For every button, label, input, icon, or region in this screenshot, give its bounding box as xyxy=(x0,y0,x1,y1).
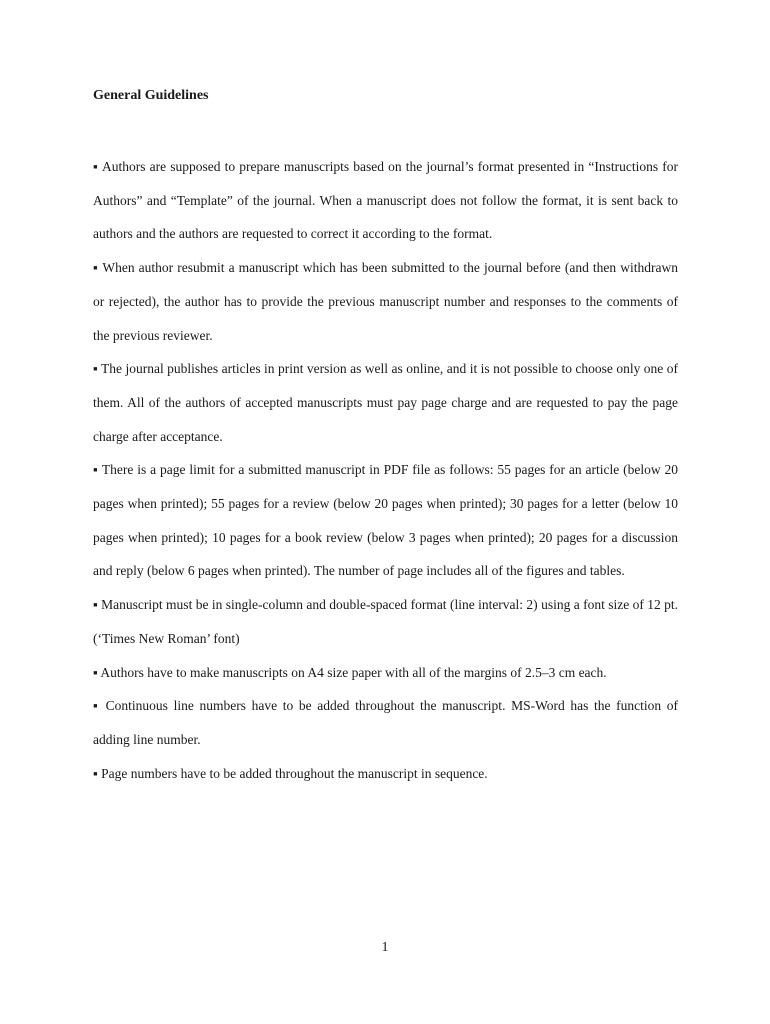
guidelines-body xyxy=(93,150,678,790)
page-number: 1 xyxy=(381,940,389,955)
guideline-paragraph-1: ▪ Authors are supposed to prepare manuscripts based on the journal’s format presented in “Instructions for Authors” and “Template” of the journal. When a manuscript does not follow the format, it is sent back to authors and the authors are requested to correct it according to the format. xyxy=(93,159,678,242)
guideline-paragraph-8: ▪ Page numbers have to be added throughout the manuscript in sequence. xyxy=(93,765,488,781)
guideline-paragraph-3: ▪ The journal publishes articles in print version as well as online, and it is not possible to choose only one of them. All of the authors of accepted manuscripts must pay page charge and are requested to pay the page charge after acceptance. xyxy=(93,361,678,444)
guideline-paragraph-4: ▪ There is a page limit for a submitted manuscript in PDF file as follows: 55 pages for an article (below 20 pages when printed); 55 pages for a review (below 20 pages when printed); 30 pages for a letter (below 10 pages when printed); 10 pages for a book review (below 3 pages when printed); 20 pages for a discussion and reply (below 6 pages when printed). The number of page includes all of the figures and tables. xyxy=(93,462,678,579)
guideline-paragraph-5: ▪ Manuscript must be in single-column and double-spaced format (line interval: 2) using a font size of 12 pt. (‘Times New Roman’ font) xyxy=(93,597,678,646)
guideline-paragraph-2: ▪ When author resubmit a manuscript which has been submitted to the journal before (and then withdrawn or rejected), the author has to provide the previous manuscript number and responses to the comments of the previous reviewer. xyxy=(93,260,678,343)
guideline-paragraph-6: ▪ Authors have to make manuscripts on A4 size paper with all of the margins of 2.5–3 cm each. xyxy=(93,664,607,680)
guideline-paragraph-7: ▪ Continuous line numbers have to be added throughout the manuscript. MS-Word has the function of adding line number. xyxy=(93,698,678,747)
section-heading: General Guidelines xyxy=(93,88,209,103)
